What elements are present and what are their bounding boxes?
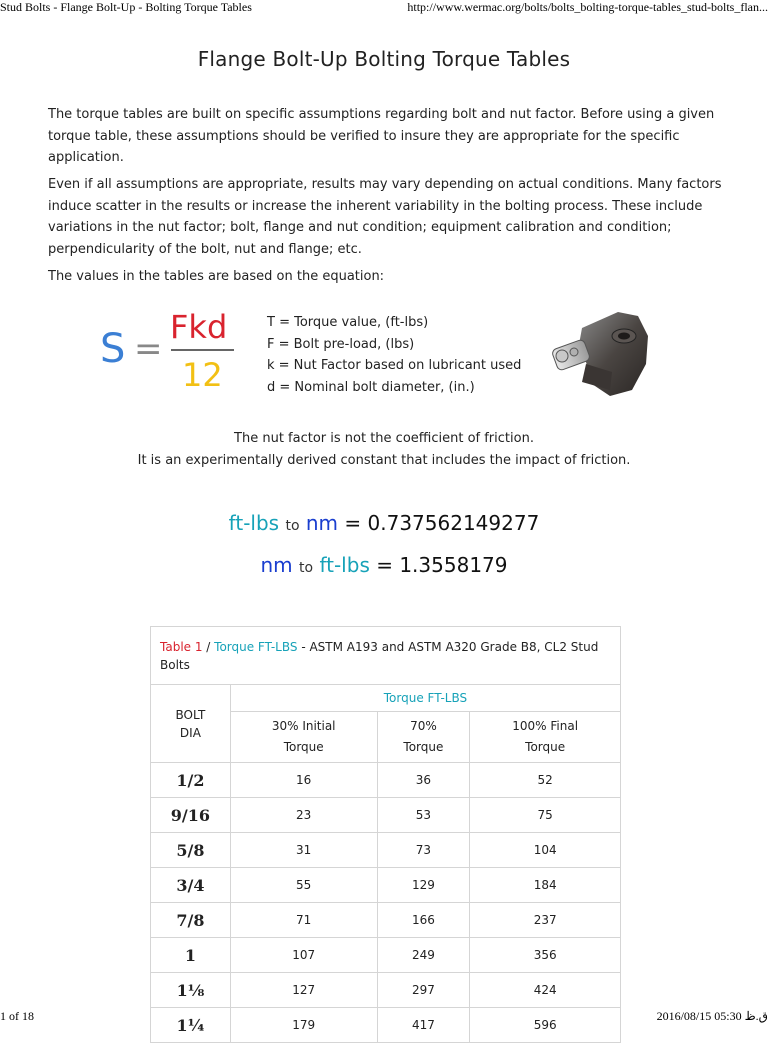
conv-1-to-word: to <box>285 518 300 534</box>
col-header-30-line-2: Torque <box>283 740 324 754</box>
table-caption-unit: Torque FT-LBS <box>214 640 298 654</box>
torque-70-cell: 36 <box>377 763 470 798</box>
conv-1-from: ft-lbs <box>228 511 280 535</box>
torque-70-cell: 73 <box>377 833 470 868</box>
bolt-dia-cell: 1¼ <box>151 1008 231 1043</box>
bolt-dia-cell: 5/8 <box>151 833 231 868</box>
formula-eq: = <box>134 329 163 369</box>
intro-paragraph: The torque tables are built on specific assumptions regarding bolt and nut factor. Before using a given torque table, these assumptions should be verified to insure they are appropriate for the specific application. <box>48 107 715 165</box>
torque-70-cell: 249 <box>377 938 470 973</box>
table-row <box>151 798 621 833</box>
torque-30-cell: 55 <box>230 868 377 903</box>
conv-2-to-word: to <box>299 560 314 576</box>
torque-100-cell: 237 <box>470 903 621 938</box>
torque-group-header: Torque FT-LBS <box>230 685 620 712</box>
torque-100-cell: 104 <box>470 833 621 868</box>
conversion-nm-to-ftlbs <box>0 553 768 577</box>
col-header-30-line-1: 30% Initial <box>271 719 336 733</box>
torque-70-cell: 166 <box>377 903 470 938</box>
torque-30-cell: 107 <box>230 938 377 973</box>
nut-factor-note <box>0 428 768 472</box>
equation-lead-paragraph: The values in the tables are based on the equation: <box>48 269 385 284</box>
conv-1-to: nm <box>305 511 339 535</box>
torque-100-cell: 52 <box>470 763 621 798</box>
col-header-100-line-1: 100% Final <box>512 719 579 733</box>
conv-2-to: ft-lbs <box>319 553 370 577</box>
torque-100-cell: 424 <box>470 973 621 1008</box>
col-header-70-line-1: 70% <box>410 719 437 733</box>
formula-numerator: Fkd <box>170 308 228 346</box>
bolt-dia-cell: 3/4 <box>151 868 231 903</box>
torque-70-cell: 53 <box>377 798 470 833</box>
torque-70-cell: 417 <box>377 1008 470 1043</box>
bolt-dia-cell: 9/16 <box>151 798 231 833</box>
conv-2-from: nm <box>260 553 293 577</box>
torque-30-cell: 127 <box>230 973 377 1008</box>
definition-f: F = Bolt pre-load, (lbs) <box>267 336 415 352</box>
conv-1-value: = 0.737562149277 <box>344 511 540 535</box>
formula-denominator: 12 <box>182 356 223 394</box>
bolt-dia-cell: 1/2 <box>151 763 231 798</box>
col-header-100 <box>470 712 621 763</box>
table-row <box>151 973 621 1008</box>
table-caption-row <box>151 627 621 685</box>
table-caption-sep: / <box>202 640 215 654</box>
torque-30-cell: 31 <box>230 833 377 868</box>
col-header-100-line-2: Torque <box>525 740 566 754</box>
print-footer <box>0 1008 768 1024</box>
table-row <box>151 903 621 938</box>
bolt-dia-cell: 1 <box>151 938 231 973</box>
hydraulic-torque-wrench-icon <box>552 306 652 402</box>
torque-formula <box>96 306 246 396</box>
conversion-ftlbs-to-nm <box>0 511 768 535</box>
table-row <box>151 868 621 903</box>
torque-70-cell: 297 <box>377 973 470 1008</box>
col-header-70 <box>377 712 470 763</box>
torque-100-cell: 184 <box>470 868 621 903</box>
torque-70-cell: 129 <box>377 868 470 903</box>
table-row <box>151 833 621 868</box>
formula-lhs: S <box>100 326 126 372</box>
torque-100-cell: 596 <box>470 1008 621 1043</box>
table-caption <box>151 627 621 685</box>
page-title: Flange Bolt-Up Bolting Torque Tables <box>197 47 571 71</box>
formula-definitions <box>267 312 521 398</box>
bolt-dia-header-line-2: DIA <box>179 725 201 740</box>
print-header-title: Stud Bolts - Flange Bolt-Up - Bolting Torque Tables <box>0 0 252 14</box>
torque-30-cell: 16 <box>230 763 377 798</box>
conv-2-value: = 1.3558179 <box>376 553 508 577</box>
print-header-url[interactable]: http://www.wermac.org/bolts/bolts_bolting-torque-tables_stud-bolts_flan... <box>407 0 768 14</box>
print-footer-timestamp: 2016/08/15 05:30 ق.ظ <box>656 1009 768 1023</box>
note-line-2: It is an experimentally derived constant that includes the impact of friction. <box>137 453 631 468</box>
torque-table <box>150 626 621 1043</box>
print-footer-page: 1 of 18 <box>0 1009 34 1023</box>
torque-30-cell: 179 <box>230 1008 377 1043</box>
table-caption-rest: - ASTM A193 and ASTM A320 Grade B8, CL2 Stud Bolts <box>160 640 599 672</box>
table-row <box>151 938 621 973</box>
table-caption-label: Table 1 <box>160 640 203 654</box>
torque-30-cell: 71 <box>230 903 377 938</box>
note-line-1: The nut factor is not the coefficient of friction. <box>234 431 534 446</box>
definition-d: d = Nominal bolt diameter, (in.) <box>267 379 475 395</box>
definition-t: T = Torque value, (ft-lbs) <box>267 315 429 330</box>
table-row <box>151 763 621 798</box>
bolt-dia-header <box>151 685 231 763</box>
torque-100-cell: 75 <box>470 798 621 833</box>
definition-k: k = Nut Factor based on lubricant used <box>267 358 522 373</box>
col-header-70-line-2: Torque <box>403 740 444 754</box>
torque-30-cell: 23 <box>230 798 377 833</box>
print-header <box>0 0 768 16</box>
conditions-paragraph: Even if all assumptions are appropriate, results may vary depending on actual conditions. Many factors induce scatter in the results or increase the inherent variability in the bolting process. These include variations in the nut factor; bolt, flange and nut condition; equipment calibration and condition; perpendicularity of the bolt, nut and flange; etc. <box>48 177 722 257</box>
bolt-dia-header-line-1: BOLT <box>175 707 206 722</box>
col-header-30 <box>230 712 377 763</box>
table-group-header-row <box>151 685 621 712</box>
torque-100-cell: 356 <box>470 938 621 973</box>
bolt-dia-cell: 7/8 <box>151 903 231 938</box>
bolt-dia-cell: 1⅛ <box>151 973 231 1008</box>
